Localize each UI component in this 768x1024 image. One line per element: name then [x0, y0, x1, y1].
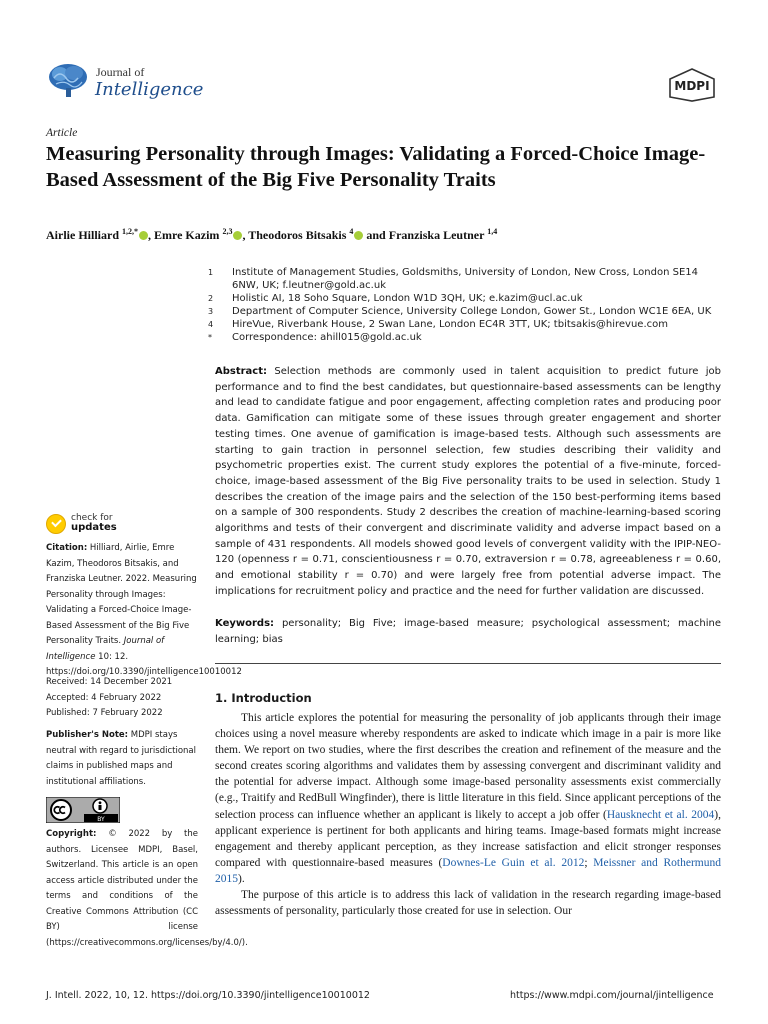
journal-of-label: Journal of	[96, 65, 145, 79]
published-date: Published: 7 February 2022	[46, 708, 163, 718]
citation-link[interactable]: Downes-Le Guin et al. 2012	[442, 856, 585, 869]
received-date: Received: 14 December 2021	[46, 677, 173, 687]
author-separator: and	[363, 228, 389, 242]
publisher-note-label: Publisher's Note:	[46, 730, 129, 740]
author-separator: ,	[148, 228, 154, 242]
author-affiliation-marker: 4	[349, 227, 354, 236]
copyright-notice	[46, 827, 248, 951]
abstract-label: Abstract:	[215, 366, 268, 377]
paper-title: Measuring Personality through Images: Validating a Forced-Choice Image-Based Assessment of the Big Five Personality Traits	[46, 143, 706, 191]
check-for-updates-text	[71, 513, 117, 533]
publication-dates	[46, 675, 198, 722]
affiliation-number: 1	[208, 268, 214, 277]
article-type-label: Article	[46, 127, 78, 139]
cc-by-license-icon[interactable]	[46, 797, 120, 823]
author-name: Emre Kazim	[154, 228, 220, 242]
journal-brain-logo	[46, 60, 90, 100]
check-for-updates-badge[interactable]	[46, 512, 166, 538]
abstract-text: Selection methods are commonly used in talent acquisition to predict future job performance and to find the best candidates, but questionnaire-based assessments can be lengthy and lead to candidate fatigue and poor engagement, affecting completion rates and producing poor data. Gamification can mitigate some of these issues through greater engagement and shorter testing times. One avenue of gamification is image-based tests. Although such assessments are starting to gain traction in personnel selection, few studies describing their validity and psychometric properties exist. The current study explores the potential of a five-minute, forced-choice, image-based assessment of the Big Five personality traits to be used in selection. Study 1 describes the creation of the image pairs and the selection of the 150 best-performing items based on a sample of 300 respondents. Study 2 describes the creation of machine-learning-based scoring algorithms and tests of their convergent and discriminate validity and adverse impact based on a sample of 431 respondents. All models showed good levels of convergent validity with the IPIP-NEO-120 (openness r = 0.71, conscientiousness r = 0.70, extraversion r = 0.78, agreeableness r = 0.60, and emotional stability r = 0.70) and were largely free from potential adverse impact. The implications for recruitment policy and practice and the need for further validation are discussed.	[215, 366, 721, 597]
section-divider	[215, 663, 721, 664]
check-for-label: check for	[71, 513, 113, 523]
affiliation-item	[208, 331, 723, 344]
affiliation-text: Institute of Management Studies, Goldsmiths, University of London, New Cross, London SE14 6NW, UK; f.leutner@gold.ac.uk	[232, 267, 699, 291]
affiliation-item	[208, 305, 723, 318]
affiliation-number: 3	[208, 307, 214, 316]
publisher-note-text: MDPI stays neutral with regard to jurisdictional claims in published maps and institutional affiliations.	[46, 730, 196, 787]
author-affiliation-marker: 2,3	[222, 227, 233, 236]
introduction-body	[215, 710, 721, 919]
citation-label: Citation:	[46, 543, 88, 553]
journal-name: Intelligence	[95, 79, 204, 100]
affiliation-number: *	[208, 333, 212, 342]
affiliation-item	[208, 318, 723, 331]
author-name: Theodoros Bitsakis	[248, 228, 347, 242]
abstract	[215, 364, 721, 600]
copyright-text: © 2022 by the authors. Licensee MDPI, Basel, Switzerland. This article is an open access article distributed under the terms and conditions of the Creative Commons Attribution (CC BY) license (https://creativecommons.org/licenses/by/4.0/).	[46, 829, 248, 948]
paragraph-text: This article explores the potential for measuring the personality of job applicants through their image choices using a novel measure whereby respondents are asked to indicate which image in a pair is more like them. We report on two studies, where the first describes the creation and refinement of the measure and the second creates scoring algorithms and validates them by assessing convergent and discriminant validity and the potential for adverse impact. Although some image-based personality assessments exist commercially (e.g., Traitify and RedBull Wingfinder), there is little literature in this field. Since applicant perceptions of the selection process can influence whether an applicant is likely to accept a job offer (	[215, 712, 721, 821]
section-heading: 1. Introduction	[215, 691, 312, 705]
author-name: Airlie Hilliard	[46, 228, 119, 242]
mdpi-logo	[664, 67, 720, 103]
affiliation-number: 4	[208, 320, 214, 329]
affiliation-item	[208, 292, 723, 305]
citation-block	[46, 541, 242, 681]
citation-link[interactable]: Meissner and Rothermund 2015	[215, 856, 721, 885]
accepted-date: Accepted: 4 February 2022	[46, 692, 162, 703]
mdpi-logo-text: MDPI	[674, 79, 710, 93]
publisher-note	[46, 728, 198, 790]
keywords-text: personality; Big Five; image-based measure; psychological assessment; machine learning; bias	[215, 618, 721, 645]
citation-journal: Journal of Intelligence	[46, 636, 165, 662]
paragraph-text: ), applicant experience is pertinent for both applicants and hiring teams. Image-based formats might increase engagement and thereby applicant perception, as they increase satisfaction and elicit stronger responses compared with questionnaire-based measures (	[215, 808, 722, 869]
footer-journal-url[interactable]: https://www.mdpi.com/journal/jintelligence	[510, 990, 714, 1001]
citation-link[interactable]: Hausknecht et al. 2004	[606, 808, 715, 821]
keywords	[215, 616, 721, 647]
paragraph	[215, 710, 721, 887]
citation-separator: ;	[584, 856, 594, 869]
copyright-label: Copyright:	[46, 829, 97, 839]
citation-doi-link[interactable]: 10: 12. https://doi.org/10.3390/jintelligence10010012	[46, 651, 242, 677]
affiliation-number: 2	[208, 294, 214, 303]
footer-citation[interactable]: J. Intell. 2022, 10, 12. https://doi.org/10.3390/jintelligence10010012	[46, 990, 370, 1001]
author-affiliation-marker: 1,2,*	[122, 227, 138, 236]
affiliation-item	[208, 266, 723, 292]
updates-label: updates	[71, 522, 117, 533]
citation-text: Hilliard, Airlie, Emre Kazim, Theodoros Bitsakis, and Franziska Leutner. 2022. Measuring Personality through Images: Validating a Forced-Choice Image-Based Assessment of the Big Five Personality Traits.	[46, 543, 197, 646]
author-list	[46, 227, 726, 243]
author-separator: ,	[242, 228, 249, 242]
paragraph-text: ).	[238, 872, 245, 885]
affiliation-text: Correspondence: ahill015@gold.ac.uk	[232, 332, 422, 343]
orcid-icon[interactable]	[139, 231, 148, 240]
author-name: Franziska Leutner	[388, 228, 485, 242]
keywords-label: Keywords:	[215, 618, 275, 629]
paragraph: The purpose of this article is to address this lack of validation in the research regarding image-based assessments of personality, particularly those created for use in selection. Our	[215, 889, 721, 918]
affiliation-text: Holistic AI, 18 Soho Square, London W1D 3QH, UK; e.kazim@ucl.ac.uk	[232, 293, 583, 304]
cc-by-text: BY	[97, 816, 105, 823]
author-affiliation-marker: 1,4	[487, 227, 498, 236]
affiliation-text: Department of Computer Science, University College London, Gower St., London WC1E 6EA, UK	[232, 306, 712, 317]
affiliations	[208, 266, 723, 344]
affiliation-text: HireVue, Riverbank House, 2 Swan Lane, London EC4R 3TT, UK; tbitsakis@hirevue.com	[232, 319, 668, 330]
check-icon	[46, 514, 66, 534]
